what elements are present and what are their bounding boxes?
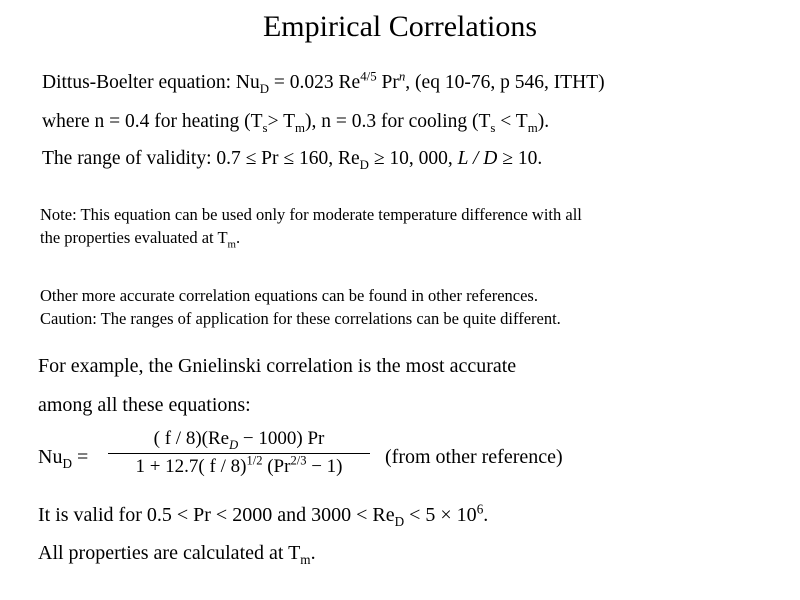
heating-text: where n = 0.4 for heating (T (42, 111, 263, 132)
less-than-text: < T (495, 111, 528, 132)
gn-num-end: − 1000) Pr (238, 428, 325, 449)
l-over-d: L / D (457, 148, 498, 169)
gnielinski-lhs (38, 446, 88, 469)
gn-den-mid: (Pr (262, 456, 291, 477)
gn-den-start: 1 + 12.7( f / 8) (135, 456, 247, 477)
note-paragraph (40, 203, 582, 249)
caution-line-2: Caution: The ranges of application for these correlations can be quite different. (40, 309, 561, 328)
gnielinski-reference: (from other reference) (385, 446, 563, 468)
greater-than-text: > T (267, 111, 295, 132)
nu-subscript: D (259, 81, 270, 96)
note-tm-subscript: m (227, 238, 237, 251)
validity-text: It is valid for 0.5 < Pr < 2000 and 3000 < Re (38, 504, 395, 526)
ts-subscript-2: s (490, 120, 496, 135)
caution-line-1: Other more accurate correlation equations can be found in other references. (40, 286, 538, 305)
gn-den-end: − 1) (306, 456, 343, 477)
properties-subscript: m (300, 552, 311, 567)
properties-end: . (310, 542, 316, 564)
gn-num-subscript: D (229, 437, 239, 452)
gnielinski-numerator (108, 428, 370, 453)
example-line-2: among all these equations: (38, 394, 251, 416)
example-line-1: For example, the Gnielinski correlation is the most accurate (38, 355, 517, 377)
properties-text: All properties are calculated at T (38, 542, 301, 564)
validity-end: . (483, 504, 489, 526)
gn-nu-subscript: D (62, 456, 72, 471)
gn-den-exp-2: 2/3 (290, 453, 307, 468)
range-ld-limit: ≥ 10. (497, 148, 543, 169)
exponent-conditions (42, 111, 549, 133)
note-line-1: Note: This equation can be used only for moderate temperature difference with all (40, 205, 582, 224)
ts-subscript: s (262, 120, 268, 135)
re-subscript: D (359, 157, 369, 172)
pr-exponent: n (398, 69, 406, 84)
pr-symbol: Pr (376, 72, 399, 93)
validity-exponent: 6 (476, 501, 484, 517)
caution-paragraph (40, 284, 561, 330)
gn-den-exp-1: 1/2 (246, 453, 263, 468)
dittus-boelter-equation (42, 69, 605, 96)
properties-statement (38, 542, 316, 565)
gn-nu-symbol: Nu (38, 446, 63, 468)
note-end: . (236, 228, 241, 247)
equation-middle: = 0.023 Re (269, 72, 361, 93)
range-of-validity (42, 148, 542, 170)
conditions-end: ). (537, 111, 550, 132)
gn-equals: = (71, 446, 89, 468)
gnielinski-denominator (108, 454, 370, 478)
gn-num-start: ( f / 8)(Re (153, 428, 230, 449)
range-text: The range of validity: 0.7 ≤ Pr ≤ 160, Re (42, 148, 360, 169)
cooling-text: ), n = 0.3 for cooling (T (305, 111, 491, 132)
validity-statement (38, 501, 489, 529)
tm-subscript: m (295, 120, 306, 135)
note-line-2: the properties evaluated at T (40, 228, 228, 247)
re-exponent: 4/5 (360, 69, 377, 84)
validity-limit: < 5 × 10 (404, 504, 477, 526)
tm-subscript-2: m (527, 120, 538, 135)
page-title: Empirical Correlations (262, 10, 538, 43)
gnielinski-fraction (108, 428, 370, 478)
range-re-limit: ≥ 10, 000, (368, 148, 458, 169)
equation-reference: , (eq 10-76, p 546, ITHT) (405, 72, 605, 93)
dittus-label: Dittus-Boelter equation: (42, 72, 236, 93)
validity-subscript: D (394, 514, 405, 529)
nu-symbol: Nu (235, 72, 260, 93)
